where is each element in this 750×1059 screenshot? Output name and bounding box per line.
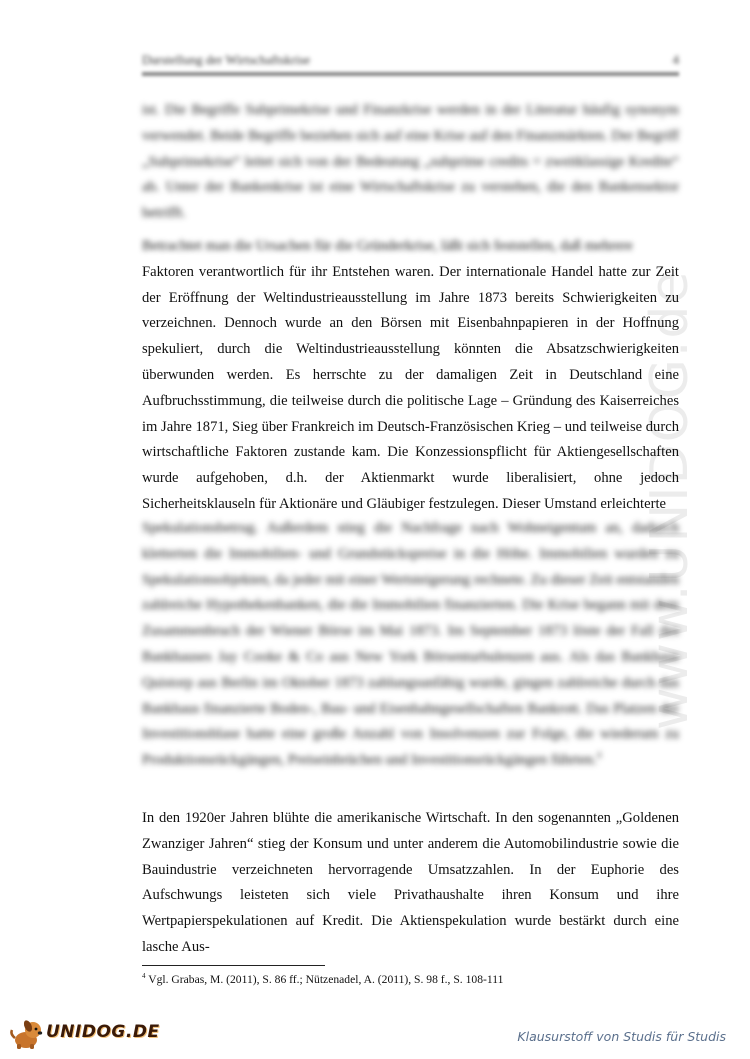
unidog-logo[interactable] [8, 1016, 168, 1050]
footnote-text: Vgl. Grabas, M. (2011), S. 86 ff.; Nützenadel, A. (2011), S. 98 f., S. 108-111 [148, 973, 504, 986]
header-title: Darstellung der Wirtschaftskrise [142, 52, 311, 67]
dog-icon [8, 1016, 48, 1050]
watermark: www.UNIDOG.de [640, 269, 700, 730]
paragraph-blurred-1: ist. Die Begriffe Subprimekrise und Finanzkrise werden in der Literatur häufig synonym verwendet. Beide Begriffe beziehen sich auf eine Krise auf den Finanzmärkten. Der Begriff „Subprimekrise“ leitet sich von der Bedeutung „subprime credits = zweitklassige Kredite“ ab. Unter der Bankenkrise ist eine Wirtschaftskrise zu verstehen, die den Bankensektor betrifft. [142, 102, 679, 222]
paragraph-2-first-line: Betrachtet man die Ursachen für die Gründerkrise, läßt sich feststellen, daß mehrere [142, 238, 633, 254]
header-page-number: 4 [672, 52, 679, 67]
paragraph-5: In den 1920er Jahren blühte die amerikanische Wirtschaft. In den sogenannten „Goldenen Zwanziger Jahren“ stieg der Konsum und unter anderem die Automobilindustrie sowie die Bauindustrie verzeichneten hervorragende Umsatzzahlen. In der Euphorie des Aufschwungs leisteten sich viele Privathaushalte ihren Konsum und ihre Wertpapierspekulationen auf Kredit. Die Aktienspekulation wurde bestärkt durch eine lasche Aus- [142, 810, 679, 955]
footer-tagline: Klausurstoff von Studis für Studis [517, 1029, 726, 1044]
paragraph-2-body: Faktoren verantwortlich für ihr Entstehen waren. Der internationale Handel hatte zur Zeit der Eröffnung der Weltindustrieausstellung im Jahre 1873 bereits Schwierigkeiten zu verzeichnen. Dennoch wurde an den Börsen mit Eisenbahnpapieren in der Hoffnung spekuliert, durch die Weltindustrieausstellung könnten die Absatzschwierigkeiten überwunden werden. Es herrschte zu der damaligen Zeit in Deutschland eine Aufbruchsstimmung, die teilweise durch die politische Lage – Gründung des Kaiserreiches im Jahre 1871, Sieg über Frankreich im Deutsch-Französischen Krieg – und teilweise durch wirtschaftliche Faktoren zustande kam. Die Konzessionspflicht für Aktiengesellschaften wurde aufgehoben, d.h. der Aktienmarkt wurde liberalisiert, ohne jedoch Sicherheitsklauseln für Aktionäre und Gläubiger festzulegen. Dieser Umstand erleichterte [142, 263, 679, 512]
footnote-number: 4 [142, 972, 146, 981]
footnote-divider [142, 965, 325, 966]
header-divider [142, 72, 679, 76]
paragraph-2 [142, 234, 679, 518]
footnote-reference: 4 [596, 750, 602, 761]
page-header [142, 52, 679, 70]
logo-text: UNIDOG.DE [46, 1022, 160, 1042]
footnote [142, 973, 679, 987]
paragraph-blurred-3: Spekulationsbetrug. Außerdem stieg die Nachfrage nach Wohneigentum an, dadurch kletterten die Immobilien- und Grundstückspreise in die Höhe. Immobilien wurden zu Spekulationsobjekten, da jeder mit einer Wertsteigerung rechnete. Zu dieser Zeit entstanden zahlreiche Hypothekenbanken, die die Immobilien finanzierten. Die Krise begann mit dem Zusammenbruch der Wiener Börse im Mai 1873. Im September 1873 löste der Fall des Bankhauses Jay Cooke & Co aus New York Börsenturbulenzen aus. Als das Bankhaus Quistorp aus Berlin im Oktober 1873 zahlungsunfähig wurde, gingen zahlreiche durch das Bankhaus finanzierte Boden-, Bau- und Eisenbahngesellschaften Bankrott. Das Platzen der Investitionsblase hatte eine große Anzahl von Insolvenzen zur Folge, die wiederum zu Produktionsrückgängen, Preiseinbrüchen und Investitionsrückgängen führten.$^4$ [142, 520, 679, 769]
